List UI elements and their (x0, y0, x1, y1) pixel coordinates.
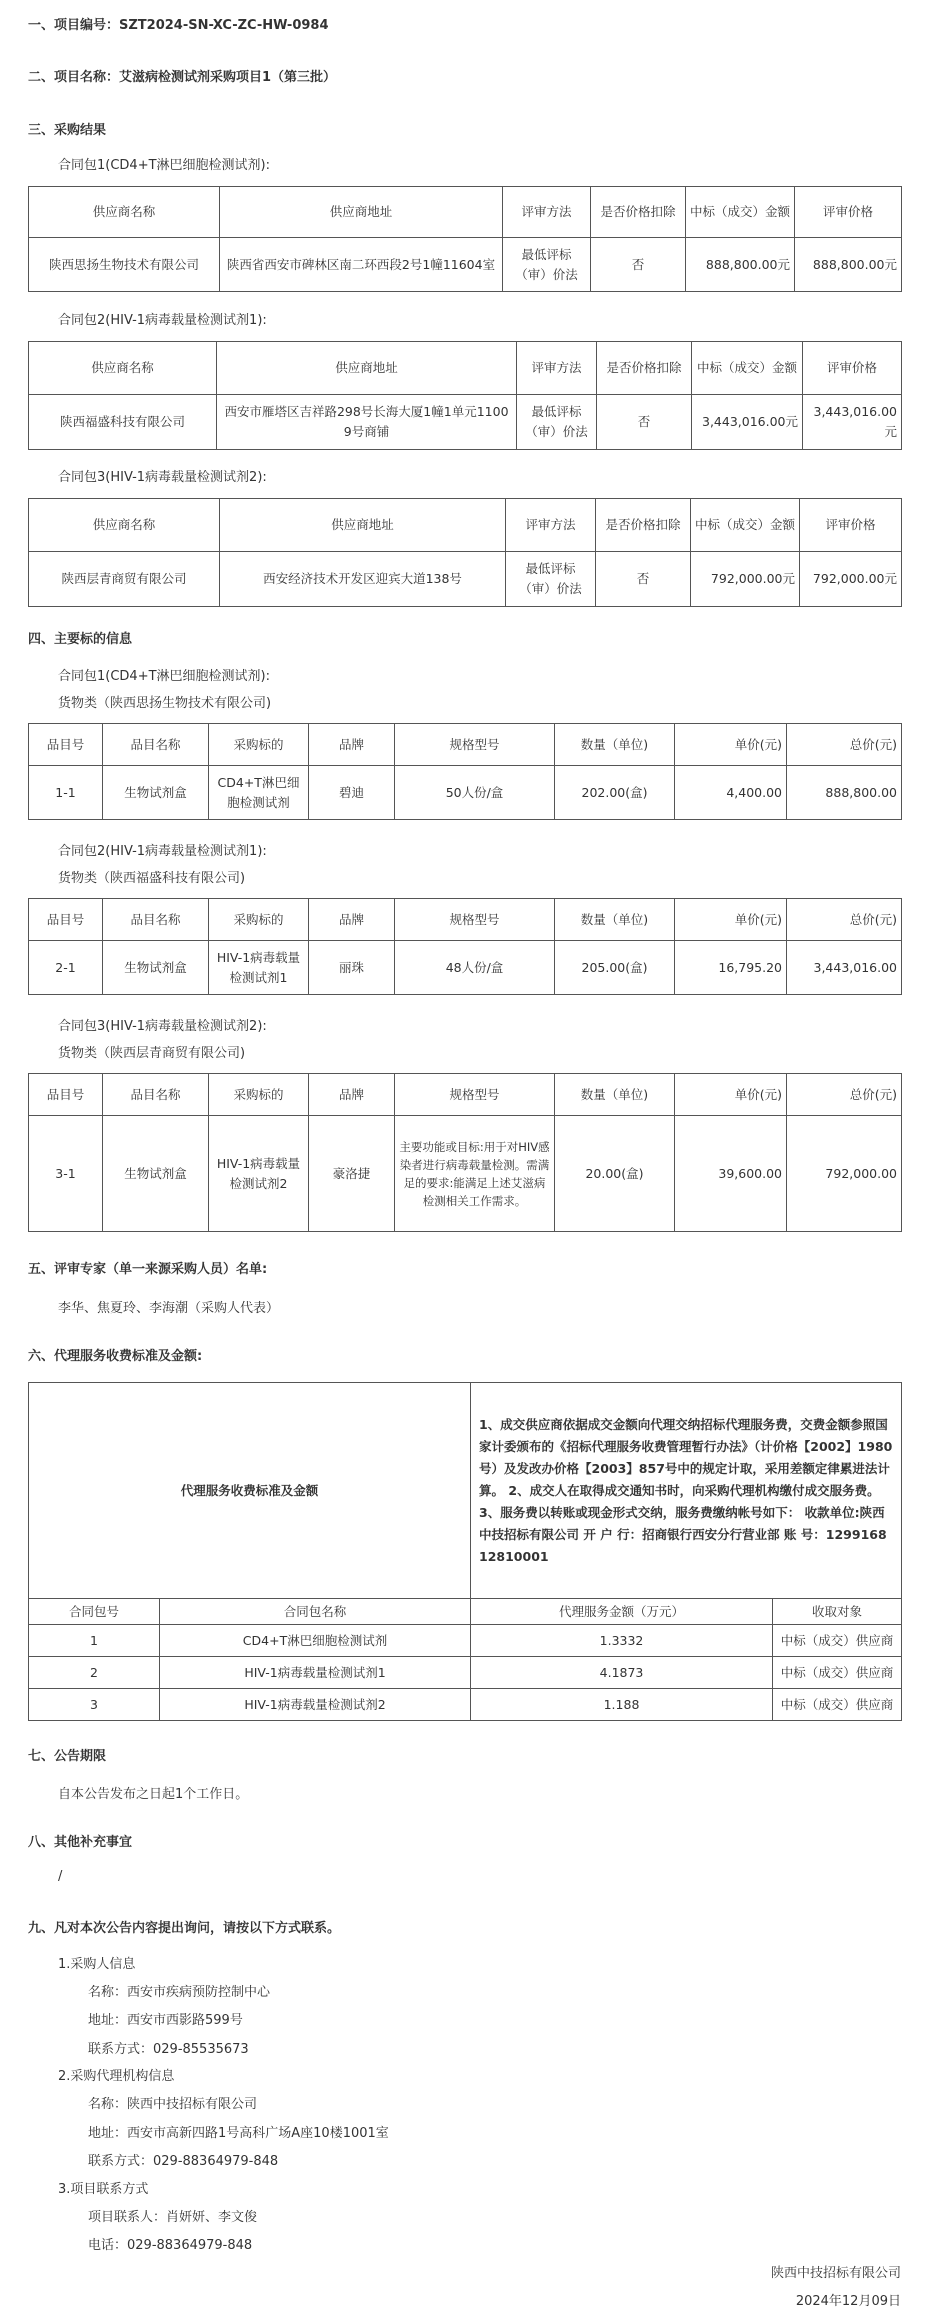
pack3-label: 合同包3(HIV-1病毒载量检测试剂2): (58, 470, 267, 485)
cell-pack-no: 1 (29, 1625, 160, 1657)
cell-qty: 205.00(盒) (555, 941, 675, 995)
agency-title: 2.采购代理机构信息 (58, 2069, 175, 2084)
table-row (29, 1689, 902, 1721)
cell-fee: 1.188 (471, 1689, 773, 1721)
cell-fee: 4.1873 (471, 1657, 773, 1689)
table-row (29, 766, 902, 820)
result-table-pack3 (28, 498, 902, 607)
col-total: 总价(元) (787, 724, 902, 766)
cell-no: 2-1 (29, 941, 103, 995)
col-deduct: 是否价格扣除 (596, 499, 691, 552)
col-deduct: 是否价格扣除 (591, 187, 686, 238)
cell-qty: 202.00(盒) (555, 766, 675, 820)
col-total: 总价(元) (787, 899, 902, 941)
section-other: 八、其他补充事宜 (28, 1835, 133, 1850)
cell-pack-name: HIV-1病毒载量检测试剂2 (160, 1689, 471, 1721)
cell-total: 888,800.00 (787, 766, 902, 820)
col-price: 单价(元) (675, 1074, 787, 1116)
col-brand: 品牌 (309, 724, 395, 766)
cell-price: 39,600.00 (675, 1116, 787, 1232)
agency-fee-table (28, 1382, 902, 1721)
cell-total: 3,443,016.00 (787, 941, 902, 995)
table-row (29, 1116, 902, 1232)
col-no: 品目号 (29, 724, 103, 766)
project-name (28, 66, 336, 85)
col-total: 总价(元) (787, 1074, 902, 1116)
cell-fee-target: 中标（成交）供应商 (773, 1689, 902, 1721)
cell-target: HIV-1病毒载量检测试剂1 (209, 941, 309, 995)
col-pack-no: 合同包号 (29, 1599, 160, 1625)
cell-method: 最低评标（审）价法 (506, 552, 596, 607)
agency-name: 名称：陕西中技招标有限公司 (88, 2097, 258, 2112)
col-deduct: 是否价格扣除 (597, 342, 692, 395)
cell-deduct: 否 (597, 395, 692, 450)
project-number (28, 14, 329, 33)
cell-total: 792,000.00 (787, 1116, 902, 1232)
cell-deduct: 否 (596, 552, 691, 607)
col-target: 采购标的 (209, 899, 309, 941)
col-name: 品目名称 (103, 724, 209, 766)
col-method: 评审方法 (503, 187, 591, 238)
col-brand: 品牌 (309, 1074, 395, 1116)
table-row (29, 1657, 902, 1689)
notice-period-text: 自本公告发布之日起1个工作日。 (58, 1787, 249, 1802)
cell-qty: 20.00(盒) (555, 1116, 675, 1232)
cell-deduct: 否 (591, 238, 686, 292)
cell-name: 生物试剂盒 (103, 766, 209, 820)
col-no: 品目号 (29, 1074, 103, 1116)
agency-phone: 联系方式：029-88364979-848 (88, 2154, 279, 2169)
result-table-pack2 (28, 341, 902, 450)
col-supplier: 供应商名称 (29, 187, 220, 238)
project-number-value: SZT2024-SN-XC-ZC-HW-0984 (119, 18, 329, 33)
table-header-row (29, 1599, 902, 1625)
col-supplier: 供应商名称 (29, 499, 220, 552)
cell-fee: 1.3332 (471, 1625, 773, 1657)
purchaser-address: 地址：西安市西影路599号 (88, 2013, 243, 2028)
table-row (29, 552, 902, 607)
cell-eval: 3,443,016.00元 (803, 395, 902, 450)
cell-name: 生物试剂盒 (103, 941, 209, 995)
col-fee: 代理服务金额（万元） (471, 1599, 773, 1625)
fee-standard-row (29, 1383, 902, 1599)
col-eval: 评审价格 (800, 499, 902, 552)
cell-address: 陕西省西安市碑林区南二环西段2号1幢11604室 (220, 238, 503, 292)
cell-fee-target: 中标（成交）供应商 (773, 1625, 902, 1657)
section-contact: 九、凡对本次公告内容提出询问，请按以下方式联系。 (28, 1921, 341, 1936)
section-main-items: 四、主要标的信息 (28, 632, 133, 647)
cell-spec: 48人份/盒 (395, 941, 555, 995)
footer-date: 2024年12月09日 (795, 2294, 901, 2309)
footer-org: 陕西中技招标有限公司 (770, 2266, 901, 2281)
result-table-pack1 (28, 186, 902, 292)
purchaser-phone: 联系方式：029-85535673 (88, 2042, 249, 2057)
agency-address: 地址：西安市高新四路1号高科广场A座10楼1001室 (88, 2126, 389, 2141)
col-address: 供应商地址 (220, 499, 506, 552)
col-fee-target: 收取对象 (773, 1599, 902, 1625)
cell-target: HIV-1病毒载量检测试剂2 (209, 1116, 309, 1232)
col-amount: 中标（成交）金额 (691, 499, 800, 552)
pack2-label: 合同包2(HIV-1病毒载量检测试剂1): (58, 313, 267, 328)
project-contact-person: 项目联系人：肖妍妍、李文俊 (88, 2210, 258, 2225)
col-eval: 评审价格 (803, 342, 902, 395)
col-qty: 数量（单位) (555, 1074, 675, 1116)
table-row (29, 395, 902, 450)
table-header-row (29, 724, 902, 766)
cell-supplier: 陕西层青商贸有限公司 (29, 552, 220, 607)
col-spec: 规格型号 (395, 899, 555, 941)
item-table-pack1 (28, 723, 902, 820)
table-header-row (29, 342, 902, 395)
item-table-pack2 (28, 898, 902, 995)
item-pack3-category: 货物类（陕西层青商贸有限公司) (58, 1046, 246, 1061)
col-method: 评审方法 (506, 499, 596, 552)
cell-pack-name: CD4+T淋巴细胞检测试剂 (160, 1625, 471, 1657)
col-target: 采购标的 (209, 724, 309, 766)
expert-names: 李华、焦夏玲、李海潮（采购人代表） (58, 1301, 280, 1316)
cell-no: 1-1 (29, 766, 103, 820)
col-name: 品目名称 (103, 1074, 209, 1116)
cell-target: CD4+T淋巴细胞检测试剂 (209, 766, 309, 820)
table-row (29, 941, 902, 995)
cell-pack-no: 2 (29, 1657, 160, 1689)
col-qty: 数量（单位) (555, 724, 675, 766)
cell-method: 最低评标（审）价法 (517, 395, 597, 450)
col-spec: 规格型号 (395, 1074, 555, 1116)
table-header-row (29, 1074, 902, 1116)
project-number-label: 一、项目编号： (28, 18, 120, 33)
purchaser-title: 1.采购人信息 (58, 1957, 136, 1972)
col-amount: 中标（成交）金额 (692, 342, 803, 395)
table-header-row (29, 187, 902, 238)
cell-no: 3-1 (29, 1116, 103, 1232)
cell-price: 16,795.20 (675, 941, 787, 995)
fee-standard-text: 1、成交供应商依据成交金额向代理交纳招标代理服务费，交费金额参照国家计委颁布的《招标代理服务收费管理暂行办法》（计价格【2002】1980号）及发改办价格【2003】857号中的规定计取，采用差额定律累进法计算。 2、成交人在取得成交通知书时，向采购代理机构缴付成交服务费。 3、服务费以转账或现金形式交纳，服务费缴纳帐号如下： 收款单位:陕西中技招标有限公司 开 户 行：招商银行西安分行营业部 账 号：129916812810001 (471, 1383, 902, 1599)
cell-eval: 792,000.00元 (800, 552, 902, 607)
col-method: 评审方法 (517, 342, 597, 395)
cell-spec: 50人份/盒 (395, 766, 555, 820)
item-pack3-label: 合同包3(HIV-1病毒载量检测试剂2): (58, 1019, 267, 1034)
col-qty: 数量（单位) (555, 899, 675, 941)
cell-pack-no: 3 (29, 1689, 160, 1721)
project-contact-title: 3.项目联系方式 (58, 2182, 149, 2197)
cell-amount: 3,443,016.00元 (692, 395, 803, 450)
cell-amount: 888,800.00元 (686, 238, 795, 292)
col-amount: 中标（成交）金额 (686, 187, 795, 238)
col-address: 供应商地址 (217, 342, 517, 395)
table-header-row (29, 499, 902, 552)
item-pack2-label: 合同包2(HIV-1病毒载量检测试剂1): (58, 844, 267, 859)
cell-address: 西安经济技术开发区迎宾大道138号 (220, 552, 506, 607)
col-pack-name: 合同包名称 (160, 1599, 471, 1625)
section-procurement-result: 三、采购结果 (28, 123, 107, 138)
col-price: 单价(元) (675, 724, 787, 766)
item-table-pack3 (28, 1073, 902, 1232)
table-header-row (29, 899, 902, 941)
cell-price: 4,400.00 (675, 766, 787, 820)
cell-supplier: 陕西思扬生物技术有限公司 (29, 238, 220, 292)
project-name-value: 艾滋病检测试剂采购项目1（第三批） (119, 70, 337, 85)
table-row (29, 1625, 902, 1657)
cell-brand: 碧迪 (309, 766, 395, 820)
item-pack2-category: 货物类（陕西福盛科技有限公司) (58, 871, 246, 886)
purchaser-name: 名称：西安市疾病预防控制中心 (88, 1985, 271, 2000)
fee-standard-label: 代理服务收费标准及金额 (29, 1383, 471, 1599)
cell-pack-name: HIV-1病毒载量检测试剂1 (160, 1657, 471, 1689)
col-brand: 品牌 (309, 899, 395, 941)
project-contact-phone: 电话：029-88364979-848 (88, 2238, 253, 2253)
cell-brand: 豪洛捷 (309, 1116, 395, 1232)
cell-spec: 主要功能或目标:用于对HIV感染者进行病毒载量检测。需满足的要求:能满足上述艾滋病检测相关工作需求。 (395, 1116, 555, 1232)
col-no: 品目号 (29, 899, 103, 941)
cell-fee-target: 中标（成交）供应商 (773, 1657, 902, 1689)
col-price: 单价(元) (675, 899, 787, 941)
cell-eval: 888,800.00元 (795, 238, 902, 292)
project-name-label: 二、项目名称： (28, 70, 120, 85)
cell-name: 生物试剂盒 (103, 1116, 209, 1232)
col-supplier: 供应商名称 (29, 342, 217, 395)
col-target: 采购标的 (209, 1074, 309, 1116)
cell-address: 西安市雁塔区吉祥路298号长海大厦1幢1单元11009号商铺 (217, 395, 517, 450)
col-eval: 评审价格 (795, 187, 902, 238)
cell-brand: 丽珠 (309, 941, 395, 995)
other-text: / (58, 1869, 63, 1884)
col-spec: 规格型号 (395, 724, 555, 766)
pack1-label: 合同包1(CD4+T淋巴细胞检测试剂): (58, 158, 270, 173)
cell-amount: 792,000.00元 (691, 552, 800, 607)
table-row (29, 238, 902, 292)
cell-method: 最低评标（审）价法 (503, 238, 591, 292)
section-notice-period: 七、公告期限 (28, 1749, 107, 1764)
cell-supplier: 陕西福盛科技有限公司 (29, 395, 217, 450)
item-pack1-category: 货物类（陕西思扬生物技术有限公司) (58, 696, 272, 711)
section-agency-fee: 六、代理服务收费标准及金额: (28, 1349, 203, 1364)
col-name: 品目名称 (103, 899, 209, 941)
item-pack1-label: 合同包1(CD4+T淋巴细胞检测试剂): (58, 669, 270, 684)
section-experts: 五、评审专家（单一来源采购人员）名单: (28, 1262, 268, 1277)
col-address: 供应商地址 (220, 187, 503, 238)
